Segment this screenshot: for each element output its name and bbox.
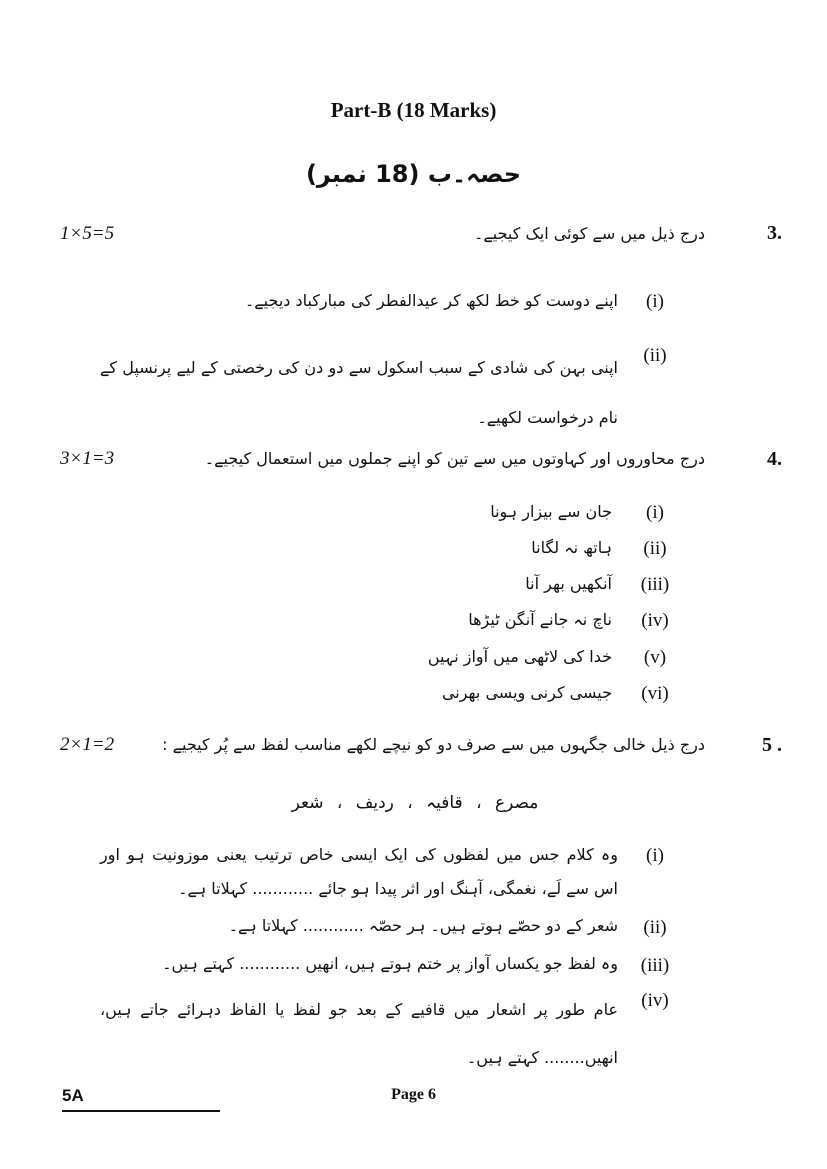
footer-paper-code: 5A: [62, 1086, 84, 1105]
q5-item-2-text: شعر کے دو حصّے ہوتے ہیں۔ ہر حصّہ ............ کہلاتا ہے۔: [228, 916, 618, 935]
q4-item-5-number: (v): [643, 647, 667, 668]
q5-item-4-text: عام طور پر اشعار میں قافیے کے بعد جو لفظ یا الفاظ دہرائے جاتے ہیں، انھیں........ کہتے ہیں۔: [100, 1000, 618, 1067]
q5-marks: 2×1=2: [60, 734, 115, 755]
q3-item-2-text: اپنی بہن کی شادی کے سبب اسکول سے دو دن کی رخصتی کے لیے پرنسپل کے نام درخواست لکھیے۔: [100, 358, 618, 427]
q4-item-5-text: خدا کی لاٹھی میں آواز نہیں: [427, 647, 612, 666]
q4-item-2-text: ہاتھ نہ لگانا: [531, 538, 612, 557]
page-title-urdu: حصہ۔ب (18 نمبر): [305, 160, 522, 188]
q3-item-1-number: (i): [646, 291, 664, 312]
footer-rule: [62, 1110, 220, 1112]
q3-number: 3.: [767, 222, 782, 244]
q4-item-1-text: جان سے بیزار ہونا: [490, 502, 612, 521]
q4-item-1-number: (i): [646, 502, 664, 523]
q3-instruction: درج ذیل میں سے کوئی ایک کیجیے۔: [474, 224, 705, 243]
q4-item-3-text: آنکھیں بھر آنا: [525, 574, 612, 593]
q3-item-1-text: اپنے دوست کو خط لکھ کر عیدالفطر کی مبارکباد دیجیے۔: [244, 291, 618, 310]
q5-item-1-text: وہ کلام جس میں لفظوں کی ایک ایسی خاص ترتیب یعنی موزونیت ہو اور اس سے لَے، نغمگی، آہنگ اور اثر پیدا ہو جائے ............ کہلاتا ہے۔: [100, 845, 618, 898]
q4-item-4-text: ناچ نہ جانے آنگن ٹیڑھا: [468, 610, 612, 629]
q4-item-2-number: (ii): [643, 538, 667, 559]
q5-item-3-text: وہ لفظ جو یکساں آواز پر ختم ہوتے ہیں، انھیں ............ کہتے ہیں۔: [162, 954, 618, 973]
q5-number: 5 .: [762, 734, 782, 756]
q3-marks: 1×5=5: [60, 223, 115, 244]
q4-item-6-text: جیسی کرنی ویسی بھرنی: [441, 683, 612, 702]
q5-item-1-number: (i): [646, 845, 664, 866]
q4-marks: 3×1=3: [60, 448, 115, 469]
q5-item-4-number: (iv): [641, 990, 669, 1011]
q4-item-6-number: (vi): [641, 683, 669, 704]
q5-item-2-number: (ii): [643, 917, 667, 938]
q4-number: 4.: [767, 448, 782, 470]
q4-instruction: درج محاوروں اور کہاوتوں میں سے تین کو اپنے جملوں میں استعمال کیجیے۔: [204, 449, 705, 468]
q5-instruction: درج ذیل خالی جگہوں میں سے صرف دو کو نیچے لکھے مناسب لفظ سے پُر کیجیے :: [162, 735, 705, 754]
page-title-english: Part-B (18 Marks): [330, 98, 497, 122]
q5-word-options: مصرع ، قافیہ ، ردیف ، شعر: [291, 793, 539, 813]
q4-item-4-number: (iv): [641, 610, 669, 631]
q3-item-2-number: (ii): [643, 345, 667, 366]
q4-item-3-number: (iii): [640, 574, 670, 595]
footer-page-number: Page 6: [391, 1086, 436, 1103]
q5-item-3-number: (iii): [640, 955, 670, 976]
